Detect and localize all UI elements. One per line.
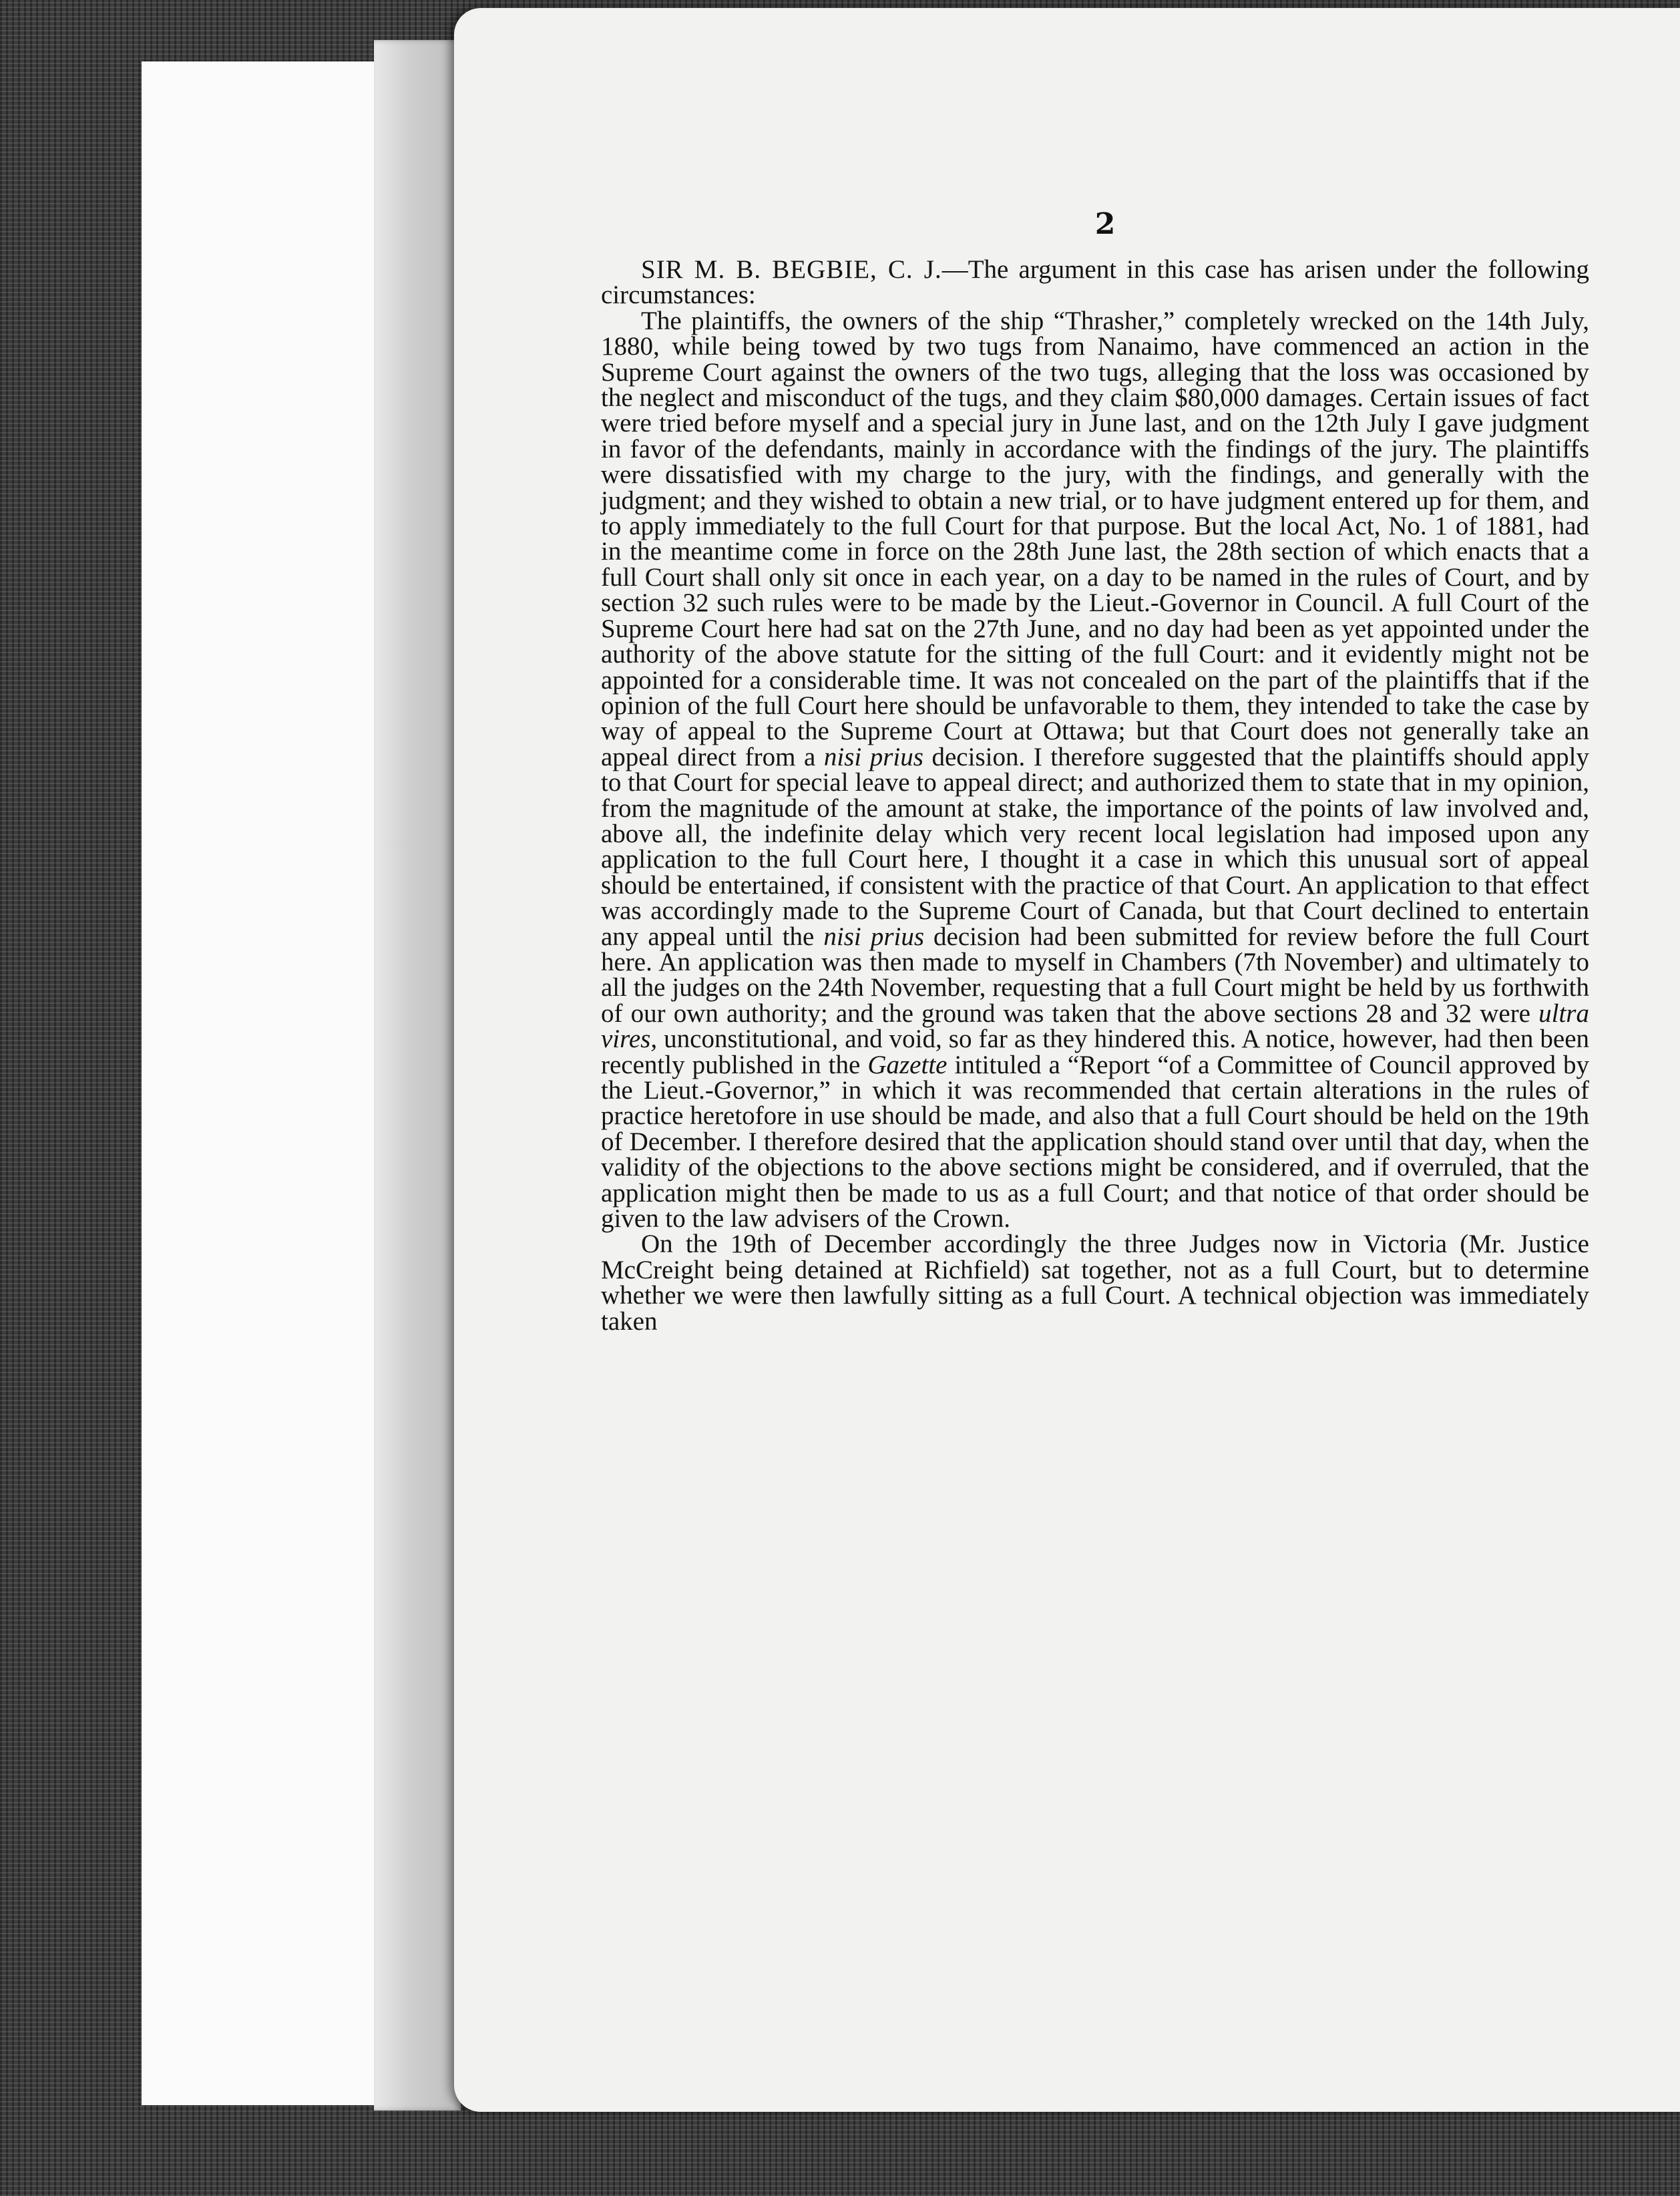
text-span: unconstitutional, and void, so far as they hindered this. A notice, however, had then been recently published in the bbox=[601, 1025, 1589, 1079]
heading: SIR M. B. BEGBIE, C. J. bbox=[641, 255, 942, 284]
italic-span: ultra vires, bbox=[601, 998, 1589, 1054]
text-span: The plaintiffs, the owners of the ship “Thrasher,” completely wrecked on the 14th July, 1880, while being towed by two tugs from Nanaimo, have commenced an action in the Supreme Court against the owners of the two tugs, alleging that the loss was occasioned by the neglect and misconduct of the tugs, and they claim $80,000 damages. Certain issues of fact were tried before myself and a special jury in June last, and on the 12th July I gave judgment in favor of the defendants, mainly in accordance with the findings of the jury. The plaintiffs were dissatisfied with my charge to the jury, with the findings, and generally with the judgment; and they wished to obtain a new trial, or to have judgment entered up for them, and to apply immediately to the full Court for that purpose. But the local Act, No. 1 of 1881, had in the meantime come in force on the 28th June last, the 28th section of which enacts that a full Court shall only sit once in each year, on a day to be named in the rules of Court, and by section 32 such rules were to be made by the Lieut.-Governor in Council. A full Court of the Supreme Court here had sat on the 27th June, and no day had been as yet appointed under the authority of the above statute for the sitting of the full Court: and it evidently might not be appointed for a considerable time. It was not concealed on the part of the plaintiffs that if the opinion of the full Court here should be unfavorable to them, they intended to take the case by way of appeal to the Supreme Court at Ottawa; but that Court does not generally take an appeal direct from a bbox=[601, 306, 1589, 771]
paragraph-intro bbox=[601, 257, 1589, 309]
paragraph-final: On the 19th of December accordingly the three Judges now in Victoria (Mr. Justice McCreight being detained at Richfield) sat together, not as a full Court, but to determine whether we were then lawfully sitting as a full Court. A technical objection was immediately taken bbox=[601, 1230, 1589, 1336]
italic-span: nisi prius bbox=[823, 742, 923, 771]
italic-span: nisi prius bbox=[823, 922, 925, 951]
text-span: decision. I therefore suggested that the plaintiffs should apply to that Court for special leave to appeal direct; and authorized them to state that in my opinion, from the magnitude of the amount at stake, the importance of the points of law involved and, above all, the indefinite delay which very recent local legislation had imposed upon any application to the full Court here, I thought it a case in which this unusual sort of appeal should be entertained, if consistent with the practice of that Court. An application to that effect was accordingly made to the Supreme Court of Canada, but that Court declined to entertain any appeal until the bbox=[601, 742, 1589, 951]
binding-strip bbox=[374, 40, 461, 2111]
italic-span: Gazette bbox=[867, 1050, 948, 1079]
page-number: 2 bbox=[1094, 207, 1116, 241]
paragraph-main bbox=[601, 306, 1590, 1234]
body-text bbox=[601, 257, 1589, 1887]
intro-text: —The argument in this case has arisen under the following circumstances: bbox=[601, 255, 1589, 310]
text-span: intituled a “Report “of a Committee of Council approved by the Lieut.-Governor,” in which it was recommended that certain alterations in the rules of practice heretofore in use should be made, and also that a full Court should be held on the 19th of December. I therefore desired that the application should stand over until that day, when the validity of the objections to the above sections might be considered, and if overruled, that the application might then be made to us as a full Court; and that notice of that order should be given to the law advisers of the Crown. bbox=[601, 1050, 1589, 1234]
text-span: decision had been submitted for review before the full Court here. An application was then made to myself in Chambers (7th November) and ultimately to all the judges on the 24th November, requesting that a full Court might be held by us forthwith of our own authority; and the ground was taken that the above sections 28 and 32 were bbox=[601, 922, 1590, 1028]
